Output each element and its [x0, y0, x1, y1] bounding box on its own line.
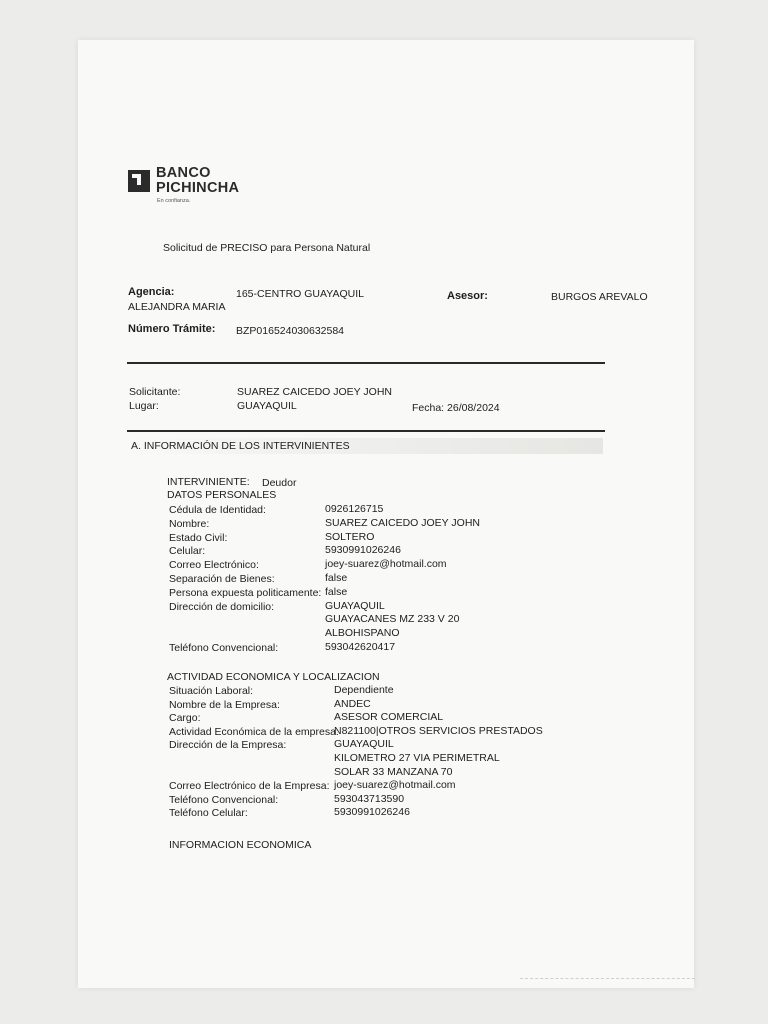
field-label: Situación Laboral: — [169, 685, 254, 697]
datos-personales-title: DATOS PERSONALES — [167, 489, 277, 501]
solicitante-value: SUAREZ CAICEDO JOEY JOHN — [237, 386, 392, 398]
field-value: joey-suarez@hotmail.com — [334, 779, 456, 792]
asesor-value-1: BURGOS AREVALO — [551, 291, 648, 303]
field-value: SOLTERO — [325, 530, 375, 543]
field-value: ASESOR COMERCIAL — [334, 711, 444, 724]
field-value: false — [325, 572, 348, 584]
field-value: 0926126715 — [325, 503, 384, 515]
lugar-value: GUAYAQUIL — [237, 400, 297, 412]
field-label: Separación de Bienes: — [169, 573, 275, 585]
field-value: Dependiente — [334, 684, 394, 696]
scan-edge — [520, 978, 695, 980]
field-label: Cargo: — [169, 712, 201, 725]
field-value: 593043713590 — [334, 792, 405, 805]
field-value: GUAYACANES MZ 233 V 20 — [325, 613, 460, 626]
field-label: Celular: — [169, 545, 206, 558]
field-value: KILOMETRO 27 VIA PERIMETRAL — [334, 752, 500, 764]
informacion-economica-title: INFORMACION ECONOMICA — [169, 839, 312, 851]
field-label: Persona expuesta politicamente: — [169, 586, 322, 599]
field-value: 5930991026246 — [334, 806, 410, 819]
field-label: Teléfono Convencional: — [169, 642, 279, 654]
fecha-label: Fecha: — [412, 402, 445, 414]
agencia-label: Agencia: — [128, 286, 175, 298]
field-value: 5930991026246 — [325, 544, 401, 557]
field-label: Dirección de domicilio: — [169, 600, 275, 613]
actividad-title: ACTIVIDAD ECONOMICA Y LOCALIZACION — [167, 671, 380, 683]
asesor-value-2: ALEJANDRA MARIA — [128, 301, 226, 313]
fecha-value: 26/08/2024 — [447, 402, 500, 414]
divider-2 — [127, 430, 605, 432]
field-label: Cédula de Identidad: — [169, 504, 266, 516]
field-label: Dirección de la Empresa: — [169, 739, 287, 752]
divider-1 — [127, 362, 605, 364]
brand-tagline: En confianza. — [157, 198, 191, 204]
field-value: 593042620417 — [325, 641, 396, 653]
field-value: false — [325, 585, 348, 598]
fecha — [412, 402, 500, 414]
field-value: joey-suarez@hotmail.com — [325, 558, 447, 571]
asesor-label: Asesor: — [447, 290, 488, 302]
brand-line-2: PICHINCHA — [156, 180, 240, 196]
field-value: N821100|OTROS SERVICIOS PRESTADOS — [334, 724, 543, 737]
field-label: Nombre: — [169, 517, 210, 530]
field-label: Estado Civil: — [169, 531, 228, 544]
document-title: Solicitud de PRECISO para Persona Natural — [163, 242, 371, 254]
lugar-label: Lugar: — [129, 400, 159, 412]
interviniente-label: INTERVINIENTE: — [167, 476, 250, 488]
section-a-title: A. INFORMACIÓN DE LOS INTERVINIENTES — [131, 440, 350, 452]
field-label: Correo Electrónico de la Empresa: — [169, 780, 330, 793]
field-label: Nombre de la Empresa: — [169, 698, 280, 711]
field-value: GUAYAQUIL — [325, 599, 385, 612]
tramite-label: Número Trámite: — [128, 323, 216, 335]
agencia-value: 165-CENTRO GUAYAQUIL — [236, 288, 364, 300]
field-value: SOLAR 33 MANZANA 70 — [334, 765, 453, 778]
field-value: SUAREZ CAICEDO JOEY JOHN — [325, 516, 480, 529]
field-value: ALBOHISPANO — [325, 627, 400, 640]
interviniente-value: Deudor — [262, 477, 297, 489]
bank-logo-icon — [128, 170, 150, 192]
field-value: ANDEC — [334, 697, 371, 710]
field-value: GUAYAQUIL — [334, 738, 394, 751]
field-label: Correo Electrónico: — [169, 559, 259, 572]
solicitante-label: Solicitante: — [129, 386, 181, 398]
field-label: Actividad Económica de la empresa: — [169, 725, 339, 738]
tramite-value: BZP016524030632584 — [236, 325, 345, 337]
field-label: Teléfono Convencional: — [169, 793, 279, 806]
field-label: Teléfono Celular: — [169, 807, 248, 820]
brand-line-1: BANCO — [156, 165, 211, 181]
